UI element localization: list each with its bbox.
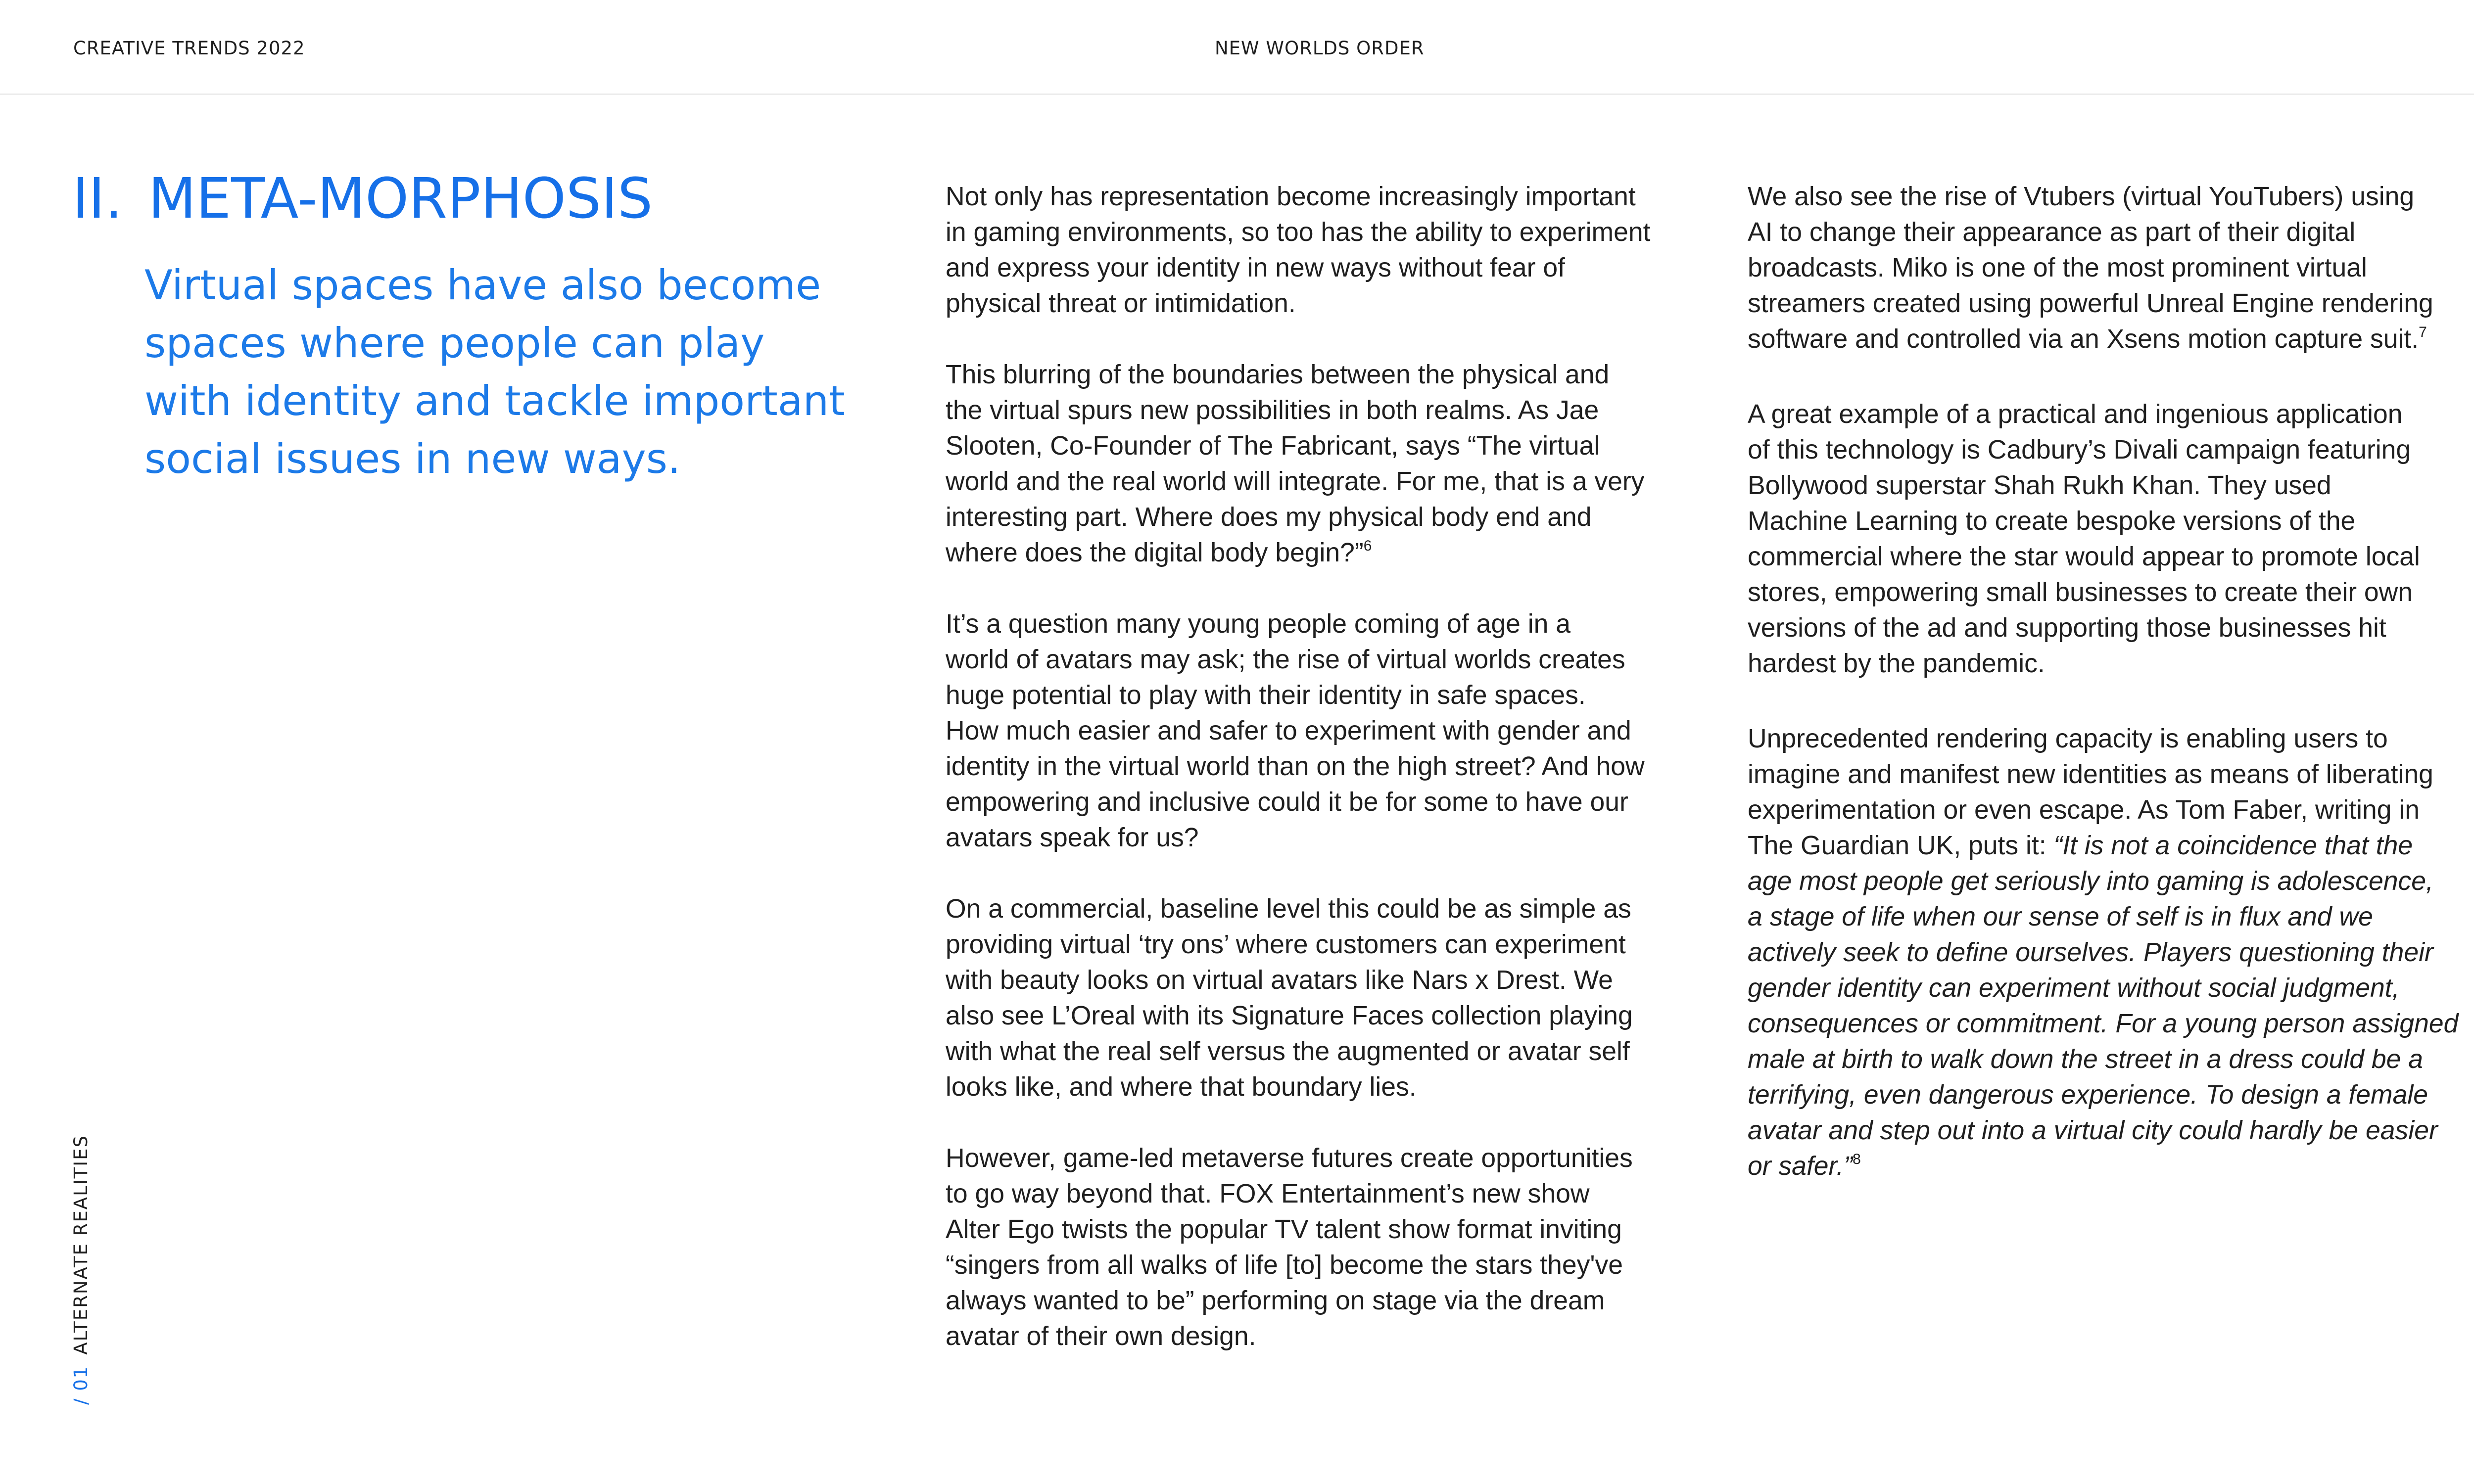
text-line: in gaming environments, so too has the ability to experiment <box>946 218 1651 247</box>
text-line: and express your identity in new ways without fear of <box>946 253 1565 282</box>
quote-line <box>1748 935 2474 971</box>
section-subtitle <box>144 256 906 488</box>
chapter-title: NEW WORLDS ORDER <box>1215 38 1425 59</box>
text-line: Bollywood superstar Shah Rukh Khan. They used <box>1748 471 2331 500</box>
quote-fragment: or safer.” <box>1748 1152 1853 1181</box>
text-line: always wanted to be” performing on stage via the dream <box>946 1286 1605 1315</box>
section-title: META-MORPHOSIS <box>148 167 653 231</box>
text-line: AI to change their appearance as part of their digital <box>1748 218 2356 247</box>
text-line: streamers created using powerful Unreal Engine rendering <box>1748 289 2433 318</box>
quote-fragment: consequences or commitment. For a young person assigned <box>1748 1009 2459 1038</box>
chapter-index: / 01 <box>70 1365 92 1405</box>
text-line: empowering and inclusive could it be for some to have our <box>946 788 1628 817</box>
text-line: with what the real self versus the augmented or avatar self <box>946 1037 1630 1066</box>
text-line: world of avatars may ask; the rise of virtual worlds creates <box>946 645 1625 674</box>
quote-fragment: “It is not a coincidence that the <box>2053 831 2413 860</box>
text-line <box>1748 322 2474 357</box>
quote-line <box>1748 1006 2474 1042</box>
text-fragment: software and controlled via an Xsens motion capture suit. <box>1748 325 2419 354</box>
text-line: experimentation or even escape. As Tom Faber, writing in <box>1748 795 2420 825</box>
text-line: On a commercial, baseline level this could be as simple as <box>946 894 1631 924</box>
quote-line <box>1748 1042 2474 1077</box>
quote-fragment: male at birth to walk down the street in a dress could be a <box>1748 1045 2423 1074</box>
footnote-ref: 8 <box>1853 1151 1861 1167</box>
text-line: physical threat or intimidation. <box>946 289 1296 318</box>
paragraph <box>946 606 1717 856</box>
quote-fragment: actively seek to define ourselves. Players questioning their <box>1748 938 2433 967</box>
quote-line <box>1748 971 2474 1006</box>
text-line: We also see the rise of Vtubers (virtual YouTubers) using <box>1748 182 2415 211</box>
text-line: identity in the virtual world than on the high street? And how <box>946 752 1645 781</box>
text-line: commercial where the star would appear to promote local <box>1748 542 2420 571</box>
body-column-2 <box>1748 179 2474 1224</box>
page-header <box>0 0 2474 95</box>
text-line: of this technology is Cadbury’s Divali campaign featuring <box>1748 435 2411 464</box>
section-heading <box>72 164 653 233</box>
text-fragment: where does the digital body begin?” <box>946 538 1364 567</box>
quote-line <box>1748 1113 2474 1149</box>
text-line: A great example of a practical and ingenious application <box>1748 400 2403 429</box>
text-line: world and the real world will integrate. For me, that is a very <box>946 467 1645 496</box>
paragraph <box>1748 179 2474 357</box>
paragraph <box>946 179 1717 322</box>
text-line: providing virtual ‘try ons’ where customers can experiment <box>946 930 1626 959</box>
text-line: versions of the ad and supporting those businesses hit <box>1748 613 2386 643</box>
text-line: It’s a question many young people coming of age in a <box>946 609 1571 639</box>
quote-line <box>1748 899 2474 935</box>
text-line: Machine Learning to create bespoke versions of the <box>1748 507 2356 536</box>
text-line: Unprecedented rendering capacity is enabling users to <box>1748 724 2388 753</box>
quote-fragment: terrifying, even dangerous experience. To design a female <box>1748 1080 2428 1110</box>
text-line: the virtual spurs new possibilities in both realms. As Jae <box>946 396 1599 425</box>
paragraph <box>1748 397 2474 682</box>
text-line: Not only has representation become increasingly important <box>946 182 1636 211</box>
text-line: However, game-led metaverse futures create opportunities <box>946 1144 1633 1173</box>
subtitle-line: social issues in new ways. <box>144 435 681 483</box>
text-line: looks like, and where that boundary lies. <box>946 1072 1417 1102</box>
text-line: huge potential to play with their identity in safe spaces. <box>946 681 1586 710</box>
text-line: “singers from all walks of life [to] become the stars they've <box>946 1251 1623 1280</box>
paragraph <box>946 1141 1717 1354</box>
text-line: also see L’Oreal with its Signature Faces collection playing <box>946 1001 1633 1030</box>
text-line: imagine and manifest new identities as means of liberating <box>1748 760 2433 789</box>
subtitle-line: spaces where people can play <box>144 319 765 367</box>
text-fragment: The Guardian UK, puts it: <box>1748 831 2054 860</box>
quote-line <box>1748 864 2474 899</box>
text-line: interesting part. Where does my physical body end and <box>946 503 1592 532</box>
text-line: Slooten, Co-Founder of The Fabricant, says “The virtual <box>946 431 1600 461</box>
paragraph <box>1748 721 2474 1184</box>
chapter-name: ALTERNATE REALITIES <box>70 1135 92 1355</box>
paragraph <box>946 891 1717 1105</box>
text-line <box>946 535 1717 571</box>
footnote-ref: 7 <box>2419 324 2427 340</box>
subtitle-line: Virtual spaces have also become <box>144 261 821 309</box>
text-line: avatar of their own design. <box>946 1322 1256 1351</box>
quote-fragment: avatar and step out into a virtual city could hardly be easier <box>1748 1116 2438 1145</box>
quote-fragment: gender identity can experiment without social judgment, <box>1748 974 2400 1003</box>
paragraph <box>946 357 1717 571</box>
quote-line <box>1748 1149 2474 1184</box>
text-line: broadcasts. Miko is one of the most prominent virtual <box>1748 253 2367 282</box>
text-line: hardest by the pandemic. <box>1748 649 2045 678</box>
report-title: CREATIVE TRENDS 2022 <box>73 38 305 59</box>
text-line: stores, empowering small businesses to create their own <box>1748 578 2413 607</box>
section-number: II. <box>72 167 123 231</box>
quote-fragment: age most people get seriously into gaming is adolescence, <box>1748 867 2433 896</box>
text-line <box>1748 828 2474 864</box>
text-line: to go way beyond that. FOX Entertainment’s new show <box>946 1179 1590 1208</box>
body-column-1 <box>946 179 1717 1390</box>
subtitle-line: with identity and tackle important <box>144 377 845 425</box>
text-line: How much easier and safer to experiment with gender and <box>946 716 1631 745</box>
quote-fragment: a stage of life when our sense of self is in flux and we <box>1748 902 2373 931</box>
quote-line <box>1748 1077 2474 1113</box>
text-line: avatars speak for us? <box>946 823 1199 852</box>
text-line: with beauty looks on virtual avatars like Nars x Drest. We <box>946 966 1613 995</box>
text-line: This blurring of the boundaries between the physical and <box>946 360 1610 389</box>
chapter-side-label <box>70 1135 92 1405</box>
text-line: Alter Ego twists the popular TV talent show format inviting <box>946 1215 1622 1244</box>
footnote-ref: 6 <box>1363 538 1372 554</box>
